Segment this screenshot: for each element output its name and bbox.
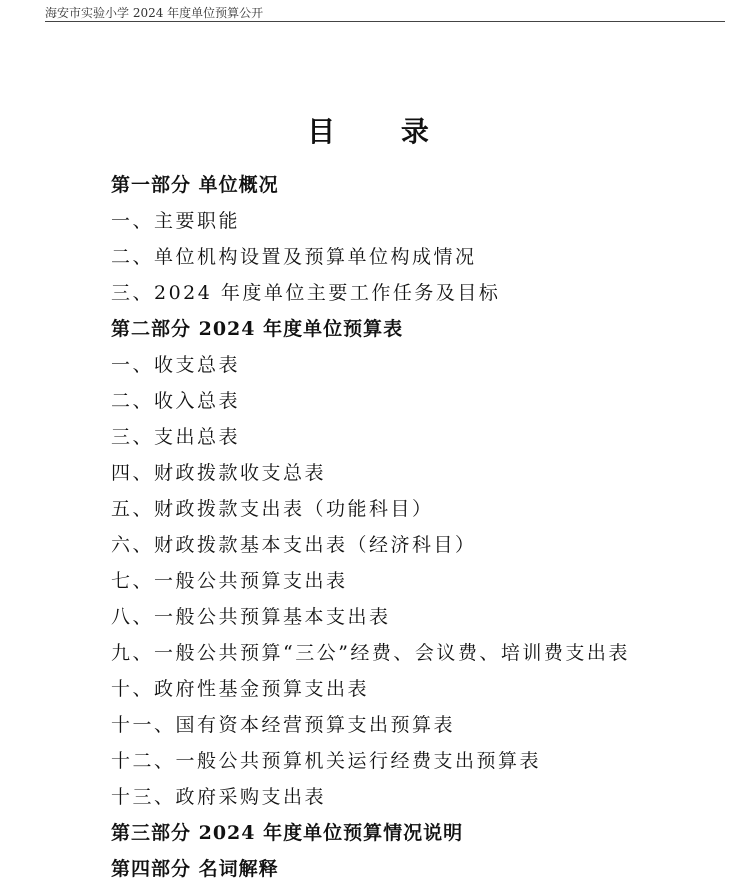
toc-item: 六、财政拨款基本支出表（经济科目）	[111, 534, 477, 556]
toc-item: 一、收支总表	[111, 354, 241, 376]
toc-item: 三、2024 年度单位主要工作任务及目标	[111, 282, 501, 304]
toc-item: 十一、国有资本经营预算支出预算表	[111, 714, 456, 736]
toc-item: 三、支出总表	[111, 426, 241, 448]
toc-item: 十三、政府采购支出表	[111, 786, 327, 808]
table-of-contents	[111, 171, 630, 891]
toc-item: 十、政府性基金预算支出表	[111, 678, 370, 700]
toc-item: 九、一般公共预算“三公”经费、会议费、培训费支出表	[111, 642, 630, 664]
header-divider	[45, 21, 725, 22]
toc-part-heading: 第一部分 单位概况	[111, 174, 279, 196]
toc-item: 二、单位机构设置及预算单位构成情况	[111, 246, 477, 268]
toc-part-heading: 第三部分 2024 年度单位预算情况说明	[111, 822, 464, 844]
page-title: 目 录	[307, 115, 457, 148]
toc-item: 二、收入总表	[111, 390, 241, 412]
toc-item: 十二、一般公共预算机关运行经费支出预算表	[111, 750, 542, 772]
toc-item: 四、财政拨款收支总表	[111, 462, 327, 484]
page-header: 海安市实验小学 2024 年度单位预算公开	[45, 6, 264, 20]
toc-item: 八、一般公共预算基本支出表	[111, 606, 391, 628]
toc-item: 七、一般公共预算支出表	[111, 570, 348, 592]
toc-part-heading: 第二部分 2024 年度单位预算表	[111, 318, 404, 340]
toc-item: 五、财政拨款支出表（功能科目）	[111, 498, 434, 520]
toc-item: 一、主要职能	[111, 210, 241, 232]
toc-part-heading: 第四部分 名词解释	[111, 858, 279, 880]
